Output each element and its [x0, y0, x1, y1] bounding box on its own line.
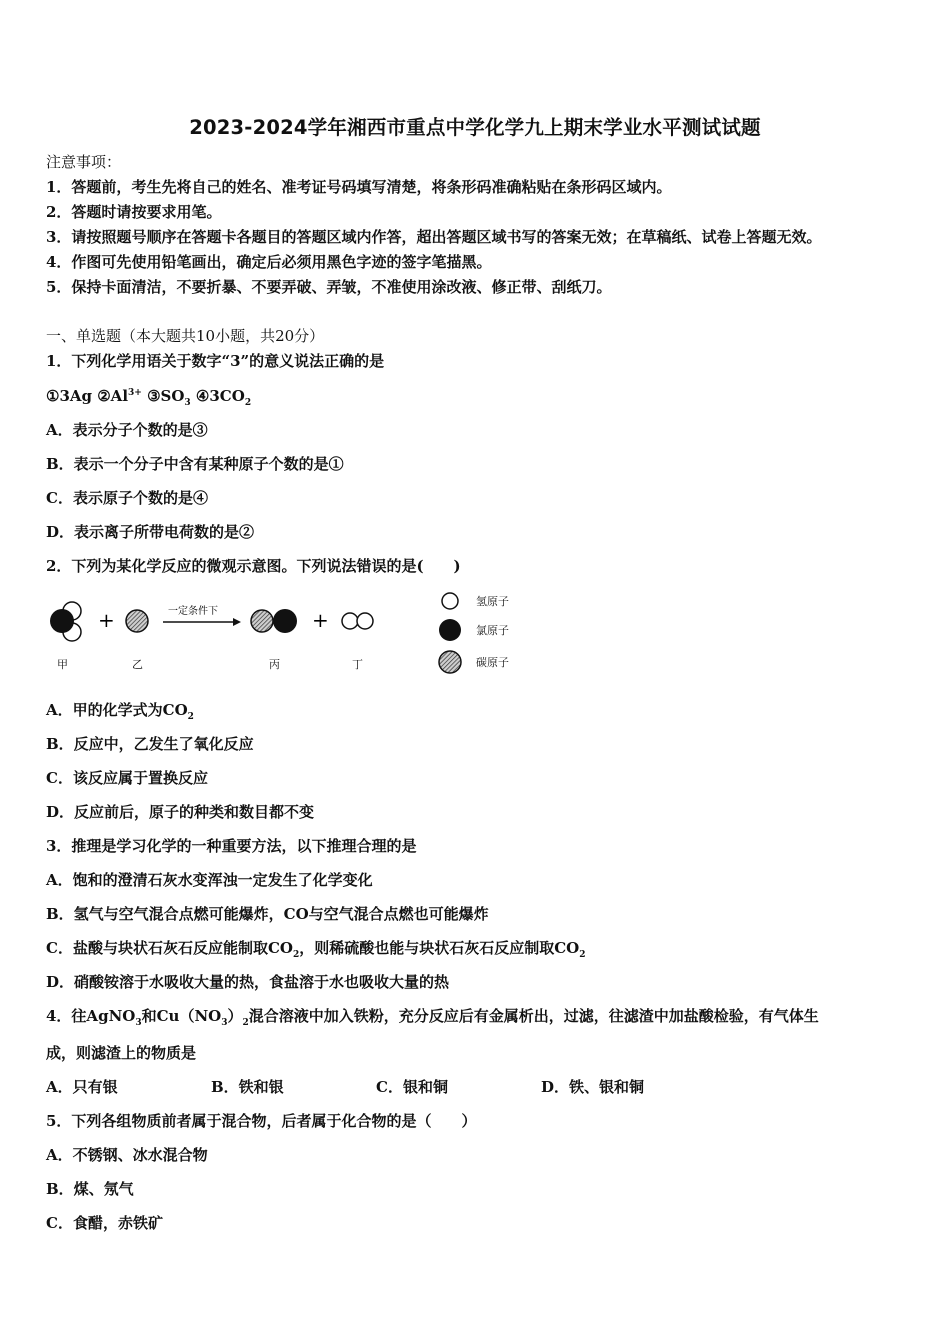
- question-3-option-c: C．盐酸与块状石灰石反应能制取$CO_2$，则稀硫酸也能与块状石灰石反应制取$CO_2$: [46, 939, 586, 960]
- reaction-condition: 一定条件下: [168, 606, 218, 617]
- question-4-option-c: C．银和铜: [376, 1078, 448, 1096]
- notice-item: 5．保持卡面清洁，不要折暴、不要弄破、弄皱，不准使用涂改液、修正带、刮纸刀。: [46, 278, 612, 296]
- legend-hydrogen: 氢原子: [476, 595, 509, 608]
- question-1-option-a: A．表示分子个数的是③: [46, 421, 208, 439]
- question-1-option-b: B．表示一个分子中含有某种原子个数的是①: [46, 455, 344, 473]
- legend-carbon: 碳原子: [476, 656, 509, 669]
- question-3-option-d: D．硝酸铵溶于水吸收大量的热，食盐溶于水也吸收大量的热: [46, 973, 450, 991]
- question-2-option-a: A．甲的化学式为$CO_2$: [46, 701, 194, 722]
- atom-yi: [126, 610, 148, 632]
- label-bing: 丙: [269, 658, 280, 671]
- question-4-stem: 4．往AgNO$_3$和$Cu(NO_3)_2$混合溶液中加入铁粉，充分反应后有金属析出，过滤，往滤渣中加盐酸检验，有气体生: [46, 1007, 819, 1028]
- question-4-stem-cont: 成，则滤渣上的物质是: [46, 1044, 197, 1062]
- question-5-option-a: A．不锈钢、冰水混合物: [46, 1146, 208, 1164]
- question-5-option-b: B．煤、氖气: [46, 1180, 134, 1198]
- question-4-option-b: B．铁和银: [211, 1078, 284, 1096]
- question-2-stem: 2．下列为某化学反应的微观示意图。下列说法错误的是( ): [46, 557, 461, 575]
- plus-sign: +: [312, 608, 329, 632]
- question-1-option-d: D．表示离子所带电荷数的是②: [46, 523, 255, 541]
- legend-hydrogen-icon: [442, 593, 458, 609]
- notice-item: 3．请按照题号顺序在答题卡各题目的答题区域内作答，超出答题区域书写的答案无效；在草稿纸、试卷上答题无效。: [46, 228, 822, 246]
- question-2-option-d: D．反应前后，原子的种类和数目都不变: [46, 803, 315, 821]
- reaction-diagram-svg: [40, 588, 540, 680]
- question-4-option-d: D．铁、银和铜: [541, 1078, 645, 1096]
- question-1-stem: 1．下列化学用语关于数字“3”的意义说法正确的是: [46, 352, 385, 370]
- question-2-option-c: C．该反应属于置换反应: [46, 769, 208, 787]
- question-4-options: [46, 1077, 644, 1097]
- plus-sign: +: [98, 608, 115, 632]
- question-3-option-b: B．氢气与空气混合点燃可能爆炸，CO与空气混合点燃也可能爆炸: [46, 905, 489, 923]
- question-3-stem: 3．推理是学习化学的一种重要方法，以下推理合理的是: [46, 837, 417, 855]
- question-5-option-c: C．食醋，赤铁矿: [46, 1214, 163, 1232]
- question-5-stem: 5．下列各组物质前者属于混合物，后者属于化合物的是（ ）: [46, 1112, 477, 1130]
- reaction-diagram: [40, 588, 540, 680]
- legend-chlorine-icon: [439, 619, 461, 641]
- question-3-option-a: A．饱和的澄清石灰水变浑浊一定发生了化学变化: [46, 871, 373, 889]
- notice-heading: 注意事项：: [46, 153, 122, 171]
- label-jia: 甲: [57, 658, 68, 671]
- molecule-ding: [342, 613, 373, 629]
- question-2-option-b: B．反应中，乙发生了氧化反应: [46, 735, 254, 753]
- question-4-option-a: A．只有银: [46, 1078, 118, 1096]
- section-heading: 一、单选题（本大题共10小题，共20分）: [46, 327, 325, 345]
- notice-item: 4．作图可先使用铅笔画出，确定后必须用黑色字迹的签字笔描黑。: [46, 253, 492, 271]
- legend-carbon-icon: [439, 651, 461, 673]
- reaction-arrow: [163, 618, 241, 626]
- notice-item: 2．答题时请按要求用笔。: [46, 203, 222, 221]
- page-title: 2023-2024学年湘西市重点中学化学九上期末学业水平测试试题: [189, 116, 761, 139]
- legend-chlorine: 氯原子: [476, 624, 509, 637]
- molecule-jia: [50, 602, 81, 641]
- question-1-formula: ①3Ag $②Al^{3+}$ $③SO_3$ $④3CO_2$: [46, 387, 252, 408]
- label-ding: 丁: [352, 658, 363, 671]
- molecule-bing: [251, 609, 297, 633]
- label-yi: 乙: [132, 658, 143, 671]
- notice-item: 1．答题前，考生先将自己的姓名、准考证号码填写清楚，将条形码准确粘贴在条形码区域内。: [46, 178, 672, 196]
- question-1-option-c: C．表示原子个数的是④: [46, 489, 208, 507]
